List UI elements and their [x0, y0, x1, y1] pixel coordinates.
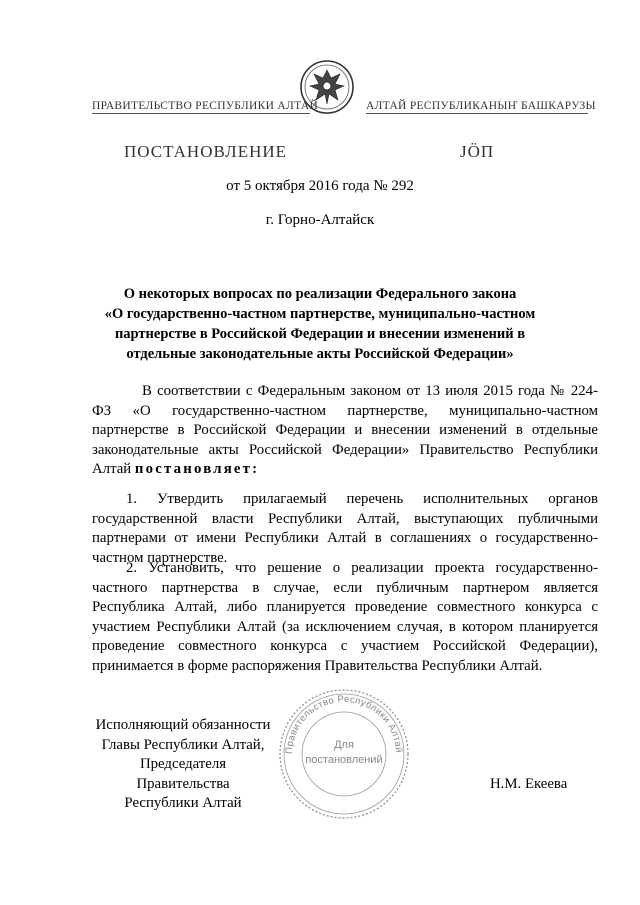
signatory-name: Н.М. Екеева — [490, 776, 568, 792]
document-title — [80, 284, 560, 364]
stamp-center-line1: Для — [334, 739, 354, 751]
doc-type-left: ПОСТАНОВЛЕНИЕ — [124, 142, 288, 161]
document-city: г. Горно-Алтайск — [265, 212, 375, 228]
stamp-center-line2: постановлений — [305, 754, 383, 766]
intro-paragraph — [92, 382, 598, 480]
title-line: партнерстве в Российской Федерации и внесении изменений в — [114, 326, 526, 342]
position-line: Исполняющий обязанности — [95, 717, 271, 733]
header-rule-left — [92, 113, 310, 114]
title-line: «О государственно-частном партнерстве, муниципально-частном — [104, 306, 536, 322]
title-line: отдельные законодательные акты Российской Федерации» — [126, 346, 514, 362]
item-1-paragraph: 1. Утвердить прилагаемый перечень исполнительных органов государственной власти Республики Алтай, выступающих публичными партнерами от имени Республики Алтай в соглашениях о государственно-частном партнерстве. — [92, 491, 598, 566]
header-org-right: АЛТАЙ РЕСПУБЛИКАНЫҤ БАШКАРУЗЫ — [366, 100, 596, 112]
document-date: от 5 октября 2016 года № 292 — [226, 178, 414, 194]
header-rule-right — [366, 113, 588, 114]
signatory-position — [92, 716, 274, 814]
title-line: О некоторых вопросах по реализации Федерального закона — [123, 286, 517, 302]
intro-emphasis: постановляет: — [134, 461, 260, 478]
header-org-left: ПРАВИТЕЛЬСТВО РЕСПУБЛИКИ АЛТАЙ — [92, 100, 319, 112]
item-2-paragraph: 2. Установить, что решение о реализации проекта государственно-частного партнерства в случае, если публичным партнером является Республика Алтай, либо планируется проведение совместного конкурса с участием Республики Алтай (за исключением случая, в котором планируется проведение совместного конкурса с участием Российской Федерации), принимается в форме распоряжения Правительства Республики Алтай. — [92, 560, 598, 674]
doc-type-right: ЈӦП — [460, 142, 495, 161]
position-line: Главы Республики Алтай, — [101, 736, 265, 753]
official-stamp — [276, 686, 412, 822]
intro-text: В соответствии с Федеральным законом от 13 июля 2015 года № 224-ФЗ «О государственно-частном партнерстве, муниципально-частном партнерстве в Российской Федерации и внесении изменений в отдельные законодательные акты Российской Федерации» Правительство Республики Алтай — [92, 383, 598, 478]
position-line: Республики Алтай — [124, 795, 242, 812]
position-line: Председателя Правительства — [136, 756, 230, 792]
stamp-ring-text: Правительство Республики Алтай — [283, 693, 405, 755]
